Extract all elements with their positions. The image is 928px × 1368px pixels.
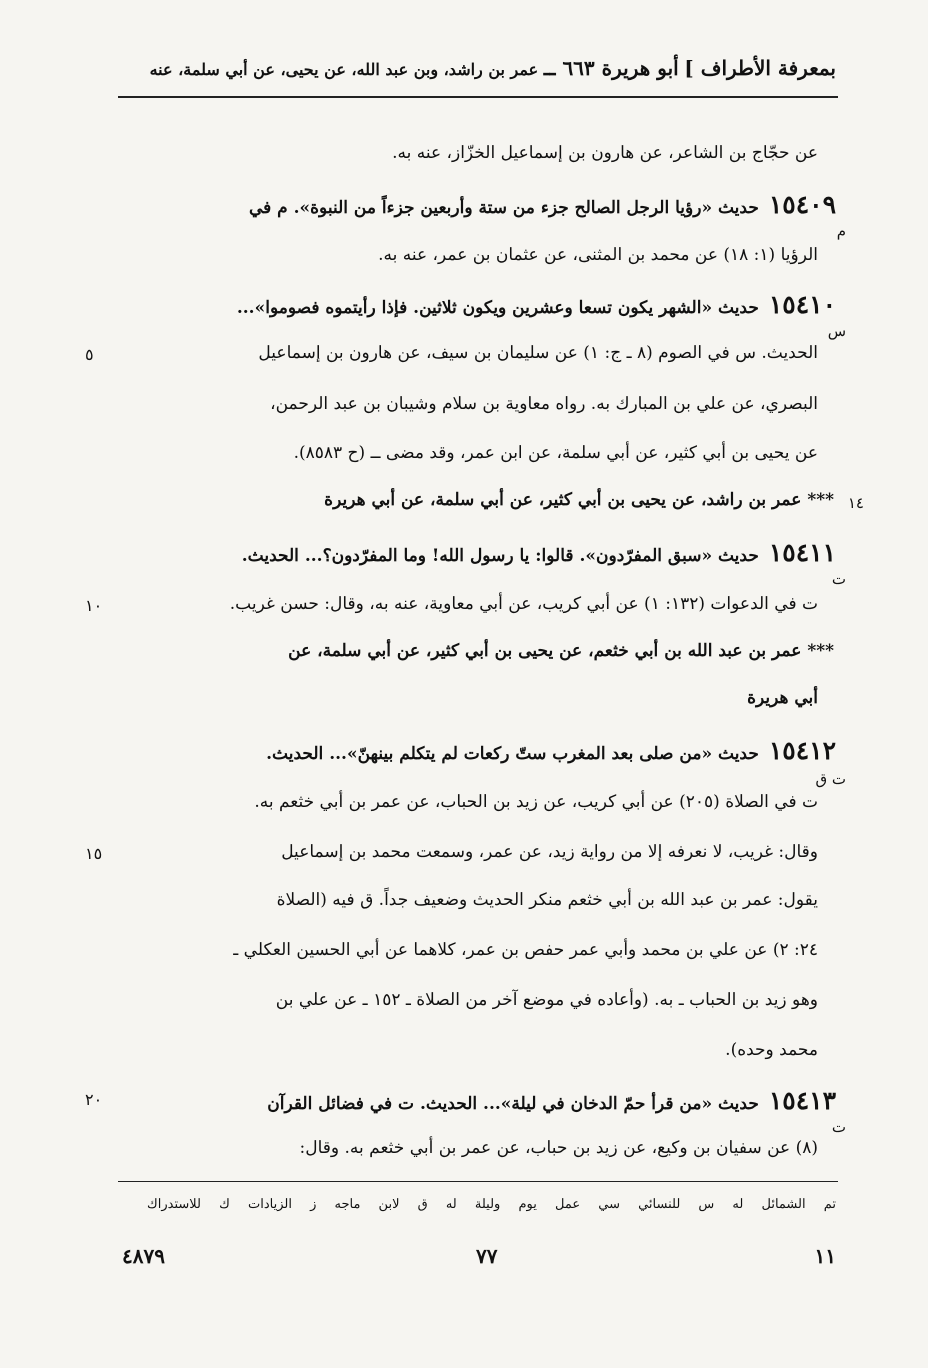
page-number-left: ٤٨٧٩ <box>122 1244 165 1268</box>
text-line: ت في الصلاة (٢٠٥) عن أبي كريب، عن زيد بن الحباب، عن عمر بن أبي خثعم به. <box>254 792 818 812</box>
margin-siglum: س <box>827 322 846 340</box>
footer-rule <box>118 1181 838 1182</box>
text-line: الرؤيا (١: ١٨) عن محمد بن المثنى، عن عثمان بن عمر، عنه به. <box>378 245 818 265</box>
margin-siglum: ت ق <box>815 770 846 788</box>
header-chain: عمر بن راشد، وبن عبد الله، عن يحيى، عن أبي سلمة، عنه <box>149 60 539 79</box>
hadith-15413 <box>267 1088 836 1113</box>
hadith-15412 <box>266 738 836 763</box>
hadith-15411 <box>242 540 836 565</box>
footer-sigla: تم الشمائل له س للنسائي سي عمل يوم وليلة له ق لابن ماجه ز الزيادات ك للاستدراك <box>147 1197 836 1212</box>
text-line: حديث «من قرأ حمّ الدخان في ليلة»... الحديث. ت في فضائل القرآن <box>267 1094 759 1114</box>
text-line: محمد وحده). <box>725 1040 818 1060</box>
text-line: (٨) عن سفيان بن وكيع، عن زيد بن حباب، عن عمر بن أبي خثعم به. وقال: <box>299 1138 818 1158</box>
page-number-right: ١١ <box>814 1244 836 1268</box>
margin-line-number: ٢٠ <box>85 1090 103 1109</box>
margin-siglum: ت <box>831 570 846 588</box>
text-line: وهو زيد بن الحباب ـ به. (وأعاده في موضع آخر من الصلاة ـ ١٥٢ ـ عن علي بن <box>275 990 818 1010</box>
hadith-15409 <box>249 192 836 217</box>
hadith-number: ١٥٤١٣ <box>768 1086 836 1115</box>
header-rule <box>118 96 838 98</box>
running-header <box>150 56 836 80</box>
text-line: ت في الدعوات (١٣٢: ١) عن أبي كريب، عن أبي معاوية، عنه به، وقال: حسن غريب. <box>229 594 818 614</box>
isnad-heading: *** عمر بن راشد، عن يحيى بن أبي كثير، عن أبي سلمة، عن أبي هريرة <box>324 490 834 510</box>
text-line: عن حجّاج بن الشاعر، عن هارون بن إسماعيل الخزّاز، عنه به. <box>392 143 818 163</box>
margin-line-number: ٥ <box>85 345 94 364</box>
text-line: وقال: غريب، لا نعرفه إلا من رواية زيد، عن عمر، وسمعت محمد بن إسماعيل <box>281 842 818 862</box>
hadith-number: ١٥٤١٠ <box>768 290 836 319</box>
hadith-number: ١٥٤١١ <box>768 538 836 567</box>
text-line: حديث «من صلى بعد المغرب ستّ ركعات لم يتكلم بينهنّ»... الحديث. <box>266 744 759 764</box>
margin-siglum: م <box>836 222 846 240</box>
text-line: ٢٤: ٢) عن علي بن محمد وأبي عمر حفص بن عمر، كلاهما عن أبي الحسين العكلي ـ <box>233 940 818 960</box>
hadith-number: ١٥٤٠٩ <box>768 190 836 219</box>
text-line: عن يحيى بن أبي كثير، عن أبي سلمة، عن ابن عمر، وقد مضى ــ (ح ٨٥٨٣). <box>293 443 818 463</box>
margin-line-number: ١٠ <box>85 596 103 615</box>
text-line: البصري، عن علي بن المبارك به. رواه معاوية بن سلام وشيبان بن عبد الرحمن، <box>270 394 818 414</box>
text-line: حديث «الشهر يكون تسعا وعشرين ويكون ثلاثين. فإذا رأيتموه فصوموا»... <box>236 298 759 318</box>
header-volume: أبو هريرة ٦٦٣ ــ <box>543 56 679 80</box>
isnad-heading: *** عمر بن عبد الله بن أبي خثعم، عن يحيى بن أبي كثير، عن أبي سلمة، عن <box>288 641 834 661</box>
text-line: حديث «سبق المفرّدون». قالوا: يا رسول الله! وما المفرّدون؟... الحديث. <box>241 546 759 566</box>
isnad-heading: أبي هريرة <box>747 688 818 708</box>
margin-line-number: ١٥ <box>85 844 103 863</box>
text-line: حديث «رؤيا الرجل الصالح جزء من ستة وأربعين جزءاً من النبوة». م في <box>248 198 759 218</box>
page-number-center: ٧٧ <box>476 1244 498 1268</box>
hadith-15410 <box>237 292 836 317</box>
text-line: يقول: عمر بن عبد الله بن أبي خثعم منكر الحديث وضعيف جداً. ق فيه (الصلاة <box>276 890 818 910</box>
hadith-number: ١٥٤١٢ <box>768 736 836 765</box>
text-line: الحديث. س في الصوم (٨ ـ ج: ١) عن سليمان بن سيف، عن هارون بن إسماعيل <box>258 343 818 363</box>
margin-siglum: ت <box>831 1118 846 1136</box>
header-title: بمعرفة الأطراف ] <box>684 56 836 80</box>
margin-line-number: ١٤ <box>847 494 864 512</box>
